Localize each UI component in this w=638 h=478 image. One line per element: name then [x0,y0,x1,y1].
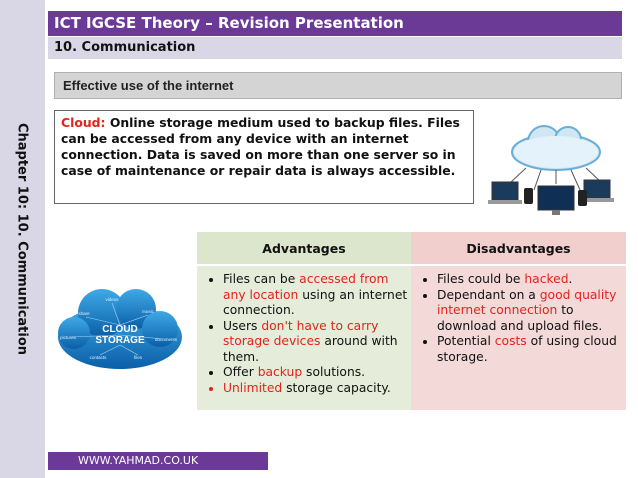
advantages-disadvantages-table [197,232,626,410]
list-item: • Offer backup solutions. [223,365,409,381]
svg-text:files: files [133,355,143,360]
advantages-header: Advantages [197,232,411,265]
list-item: • Dependant on a good quality internet connection to download and upload files. [437,288,624,335]
cloud-label-1: CLOUD [102,324,138,335]
list-item: • Potential costs of using cloud storage. [437,334,624,365]
list-item: • Users don't have to carry storage devices around with them. [223,319,409,366]
list-item: • Files could be hacked. [437,272,624,288]
slide-subtitle: 10. Communication [48,37,622,59]
definition-term: Cloud: [61,115,106,130]
svg-text:share: share [78,311,90,316]
advantages-list [197,272,409,396]
monitor-icon [538,186,574,215]
list-item: • Unlimited storage capacity. [223,381,409,397]
advantages-cell [197,265,411,410]
svg-text:contacts: contacts [89,355,107,360]
cloud-storage-illustration [50,275,190,385]
disadvantages-list [411,272,624,365]
svg-text:music: music [142,309,154,314]
svg-text:pictures: pictures [60,335,76,340]
cloud-definition-box [54,110,474,204]
cloud-label-2: STORAGE [95,335,145,346]
disadvantages-cell [411,265,626,410]
list-item: • Files can be accessed from any location using an internet connection. [223,272,409,319]
disadvantages-header: Disadvantages [411,232,626,265]
cloud-icon [512,126,600,170]
footer-website: WWW.YAHMAD.CO.UK [48,452,268,470]
cloud-devices-illustration [486,120,626,220]
sidebar [0,0,45,478]
section-heading: Effective use of the internet [54,72,622,99]
slide-title: ICT IGCSE Theory – Revision Presentation [48,11,622,36]
chapter-label: Chapter 10: 10. Communication [14,122,30,356]
svg-text:documents: documents [154,337,178,342]
laptop-icon [488,182,522,204]
svg-text:videos: videos [105,297,119,302]
definition-text: Online storage medium used to backup files. Files can be accessed from any device with an internet connection. Data is saved on more than one server so in case of maintenance or repair data is always accessible. [61,115,460,178]
